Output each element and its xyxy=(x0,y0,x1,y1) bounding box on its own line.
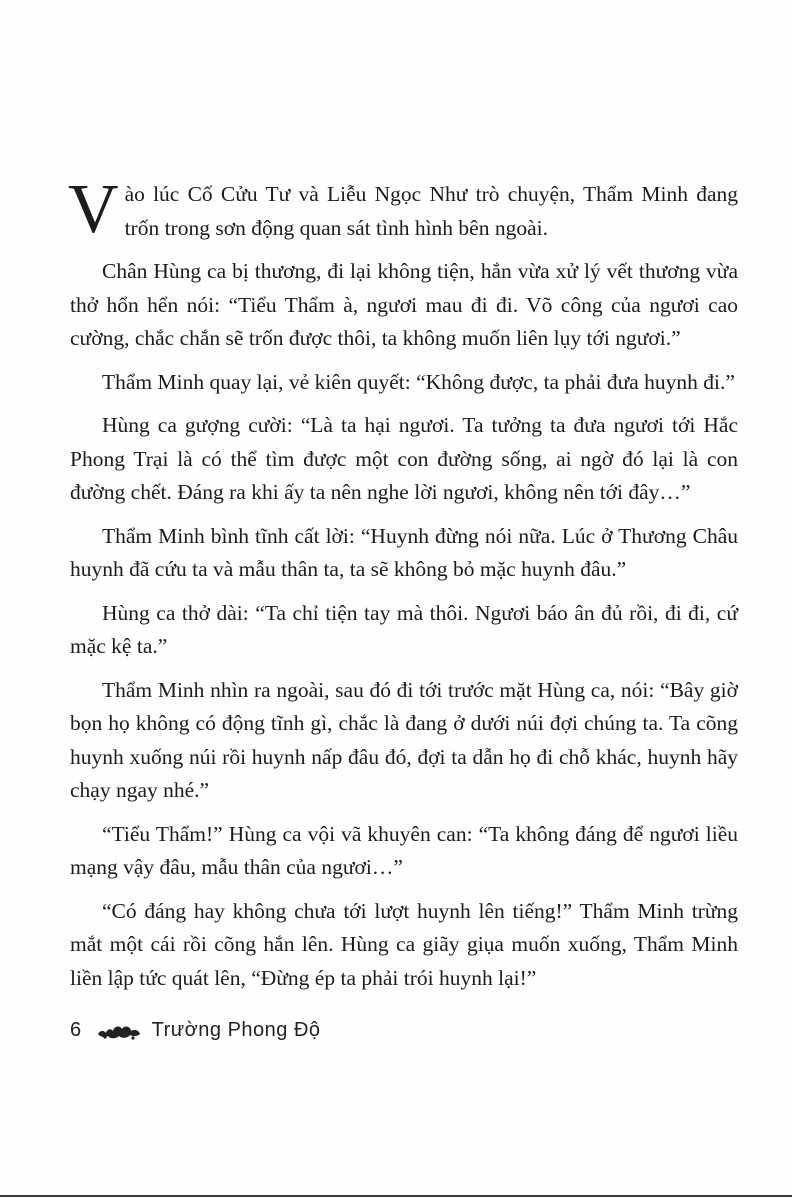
paragraph-text: ào lúc Cố Cửu Tư và Liễu Ngọc Như trò chuyện, Thẩm Minh đang trốn trong sơn động quan sát tình hình bên ngoài. xyxy=(124,182,738,240)
page-edge-line xyxy=(0,1195,792,1197)
cloud-ornament-icon xyxy=(96,1019,142,1041)
running-title: Trường Phong Độ xyxy=(151,1018,321,1041)
paragraph-5: Thẩm Minh bình tĩnh cất lời: “Huynh đừng nói nữa. Lúc ở Thương Châu huynh đã cứu ta và mẫu thân ta, ta sẽ không bỏ mặc huynh đâu.” xyxy=(70,523,738,581)
page-number: 6 xyxy=(70,1018,82,1041)
paragraph-3: Thẩm Minh quay lại, vẻ kiên quyết: “Không được, ta phải đưa huynh đi.” xyxy=(102,369,735,394)
paragraph-7: Thẩm Minh nhìn ra ngoài, sau đó đi tới trước mặt Hùng ca, nói: “Bây giờ bọn họ không có động tĩnh gì, chắc là đang ở dưới núi đợi chúng ta. Ta cõng huynh xuống núi rồi huynh nấp đâu đó, đợi ta dẫn họ đi chỗ khác, huynh hãy chạy ngay nhé.” xyxy=(70,677,738,802)
page-footer xyxy=(70,1010,321,1050)
paragraph-2: Chân Hùng ca bị thương, đi lại không tiện, hắn vừa xử lý vết thương vừa thở hổn hển nói: “Tiểu Thẩm à, ngươi mau đi đi. Võ công của ngươi cao cường, chắc chắn sẽ trốn được thôi, ta không muốn liên lụy tới ngươi.” xyxy=(70,259,738,350)
drop-cap: V xyxy=(68,171,119,248)
paragraph-1 xyxy=(68,171,738,248)
paragraph-6: Hùng ca thở dài: “Ta chỉ tiện tay mà thôi. Ngươi báo ân đủ rồi, đi đi, cứ mặc kệ ta.” xyxy=(70,600,738,658)
paragraph-8: “Tiểu Thẩm!” Hùng ca vội vã khuyên can: “Ta không đáng để ngươi liều mạng vậy đâu, mẫu thân của ngươi…” xyxy=(70,821,738,879)
paragraph-4: Hùng ca gượng cười: “Là ta hại ngươi. Ta tưởng ta đưa ngươi tới Hắc Phong Trại là có thể tìm được một con đường sống, ai ngờ đó lại là con đường chết. Đáng ra khi ấy ta nên nghe lời ngươi, không nên tới đây…” xyxy=(70,413,738,504)
body-text xyxy=(68,171,738,1005)
paragraph-9: “Có đáng hay không chưa tới lượt huynh lên tiếng!” Thẩm Minh trừng mắt một cái rồi cõng hắn lên. Hùng ca giãy giụa muốn xuống, Thẩm Minh liền lập tức quát lên, “Đừng ép ta phải trói huynh lại!” xyxy=(70,898,738,990)
